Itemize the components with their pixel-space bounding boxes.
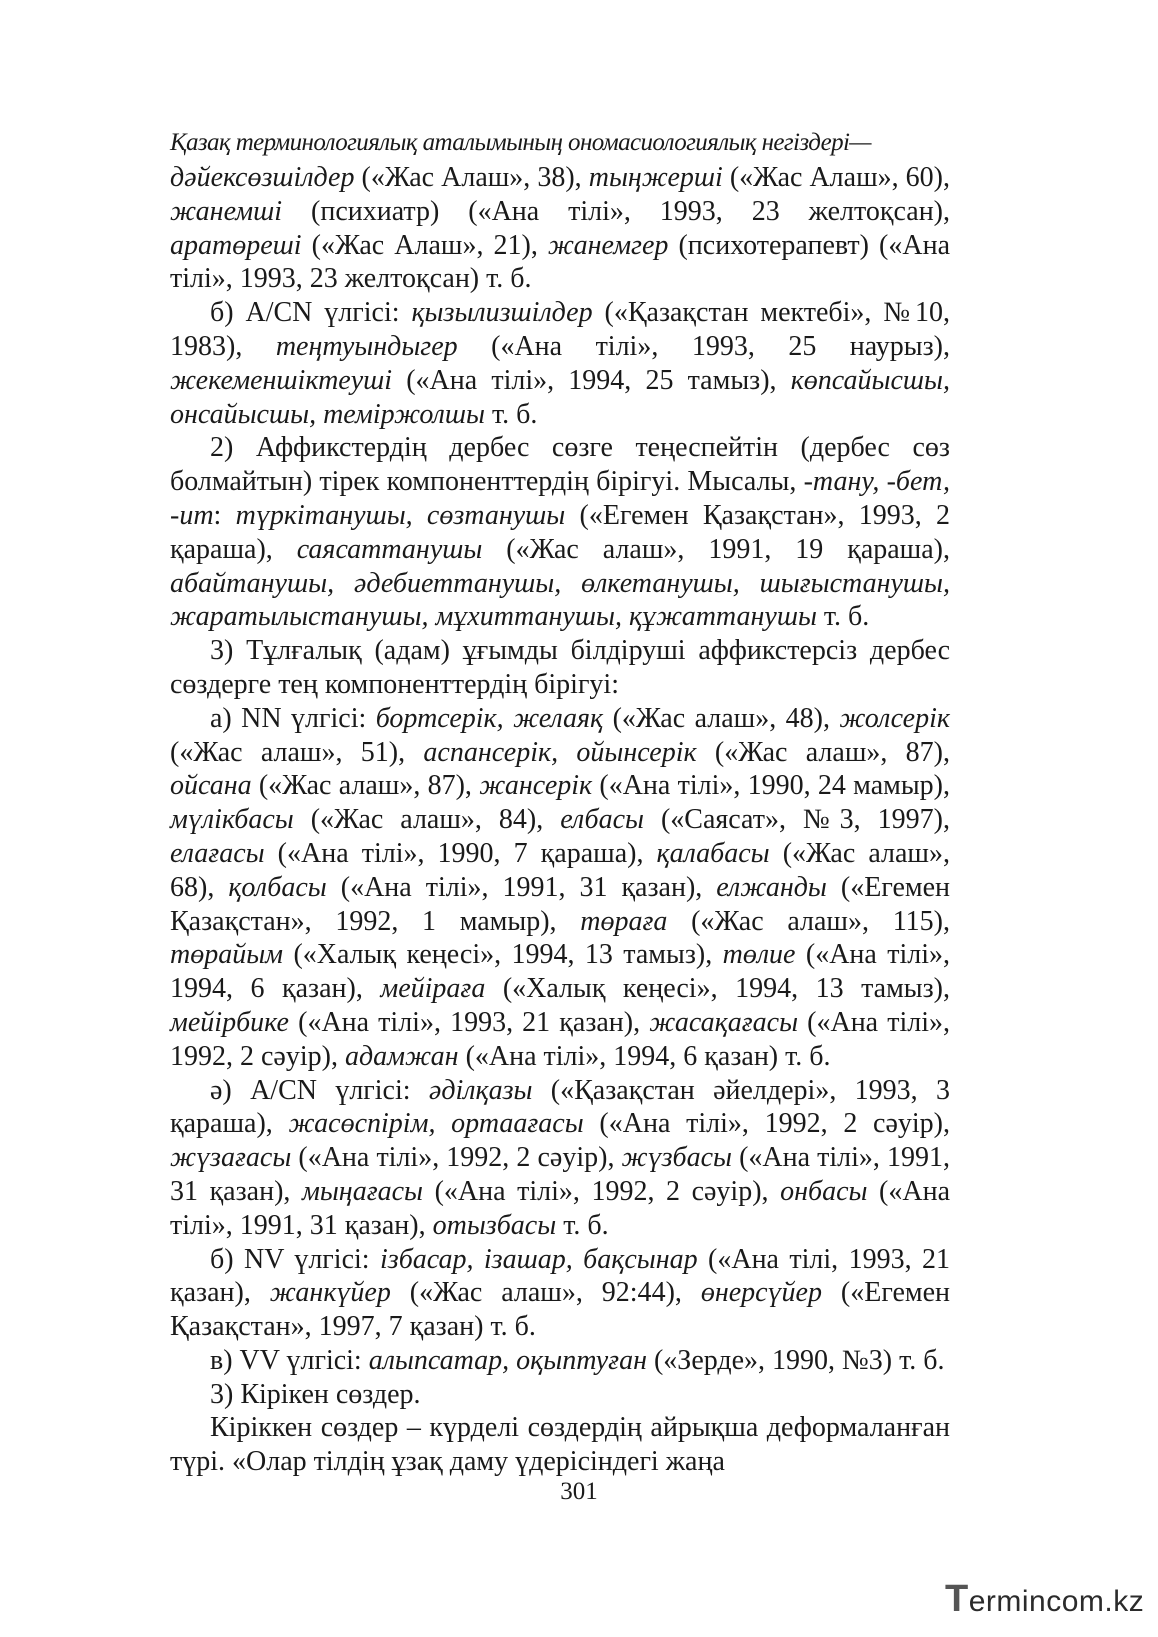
text-run: («Ана тілі», 1990, 24 мамыр),	[592, 770, 950, 802]
italic-term: әділқазы	[428, 1074, 533, 1106]
text-run: («Ана тілі», 1993, 21 қазан),	[289, 1006, 650, 1038]
text-run: («Жас алаш», 68),	[170, 837, 950, 903]
italic-term: ойсана	[170, 770, 252, 802]
paragraph	[170, 1411, 950, 1479]
text-run: («Жас Алаш», 60),	[722, 162, 951, 193]
watermark-prefix: T	[945, 1578, 969, 1620]
text-run: («Ана тілі», 1991, 31 қазан),	[326, 871, 717, 903]
italic-term: қалабасы	[656, 837, 770, 869]
text-run: («Ана тілі», 1994, 25 тамыз),	[392, 364, 791, 396]
italic-term: алыпсатар, оқыптуған	[368, 1344, 647, 1376]
italic-term: елжанды	[716, 871, 827, 903]
italic-term: тыңжерші	[588, 162, 723, 193]
text-run: («Егемен Қазақстан», 1992, 1 мамыр),	[170, 871, 950, 937]
body-text	[170, 161, 950, 1479]
text-run: («Ана тілі», 1990, 7 қараша),	[264, 837, 657, 869]
text-run: т. б.	[816, 601, 870, 633]
text-run: («Жас алаш», 48),	[603, 702, 840, 734]
text-run: («Жас алаш», 87),	[251, 770, 480, 802]
italic-term: жанемгер	[547, 229, 669, 261]
paragraph	[170, 296, 950, 431]
paragraph	[170, 431, 950, 634]
text-run: б) NV үлгісі:	[210, 1243, 380, 1275]
italic-term: елбасы	[560, 804, 644, 836]
italic-term: жансерік	[479, 770, 593, 802]
paragraph	[170, 161, 950, 296]
text-run: 2) Аффикстердің дербес сөзге теңеспейтін (дербес сөз болмайтын) тірек компоненттердің бірігуі. Мысалы,	[170, 432, 950, 498]
italic-term: елағасы	[170, 837, 265, 869]
italic-term: жүзбасы	[621, 1142, 732, 1174]
text-run: («Жас алаш», 1991, 19 қараша),	[482, 533, 950, 565]
italic-term: түркітанушы, сөзтанушы	[235, 499, 566, 531]
paragraph	[170, 702, 950, 1074]
italic-term: саясаттанушы	[296, 533, 483, 565]
italic-term: теңтуындыгер	[275, 330, 458, 362]
italic-term: отызбасы	[432, 1209, 557, 1241]
italic-term: жасақағасы	[649, 1006, 799, 1038]
italic-term: жасөспірім, ортаағасы	[288, 1108, 584, 1140]
italic-term: бортсерік, желаяқ	[375, 702, 604, 734]
italic-term: өнерсүйер	[700, 1277, 822, 1309]
text-run: в) VV үлгісі:	[210, 1344, 369, 1376]
text-run: («Ана тілі», 1991, 31 қазан),	[170, 1175, 951, 1241]
italic-term: жолсерік	[839, 702, 950, 734]
text-run: («Жас Алаш», 21),	[301, 229, 548, 261]
text-run: («Халық кеңесі», 1994, 13 тамыз),	[283, 939, 723, 971]
text-run: («Ана тілі», 1991, 31 қазан),	[170, 1142, 951, 1207]
paragraph	[170, 1378, 950, 1412]
italic-term: мүлікбасы	[170, 804, 294, 836]
italic-term: төраға	[580, 905, 668, 937]
text-run: («Жас алаш», 51),	[170, 736, 424, 768]
text-run: («Жас алаш», 115),	[667, 905, 950, 937]
text-run: (психотерапевт) («Ана тілі», 1993, 23 желтоқсан) т. б.	[170, 229, 950, 295]
italic-term: мыңағасы	[301, 1175, 424, 1207]
watermark-text: ermincom.kz	[968, 1585, 1145, 1618]
text-run: т. б.	[556, 1209, 609, 1241]
text-run: («Зерде», 1990, №3) т. б.	[646, 1344, 945, 1376]
text-run: («Ана тілі», 1992, 2 сәуір),	[170, 1006, 950, 1072]
text-run: Кіріккен сөздер – күрделі сөздердің айрықша деформаланған түрі. «Олар тілдің ұзақ даму үдерісіндегі жаңа	[170, 1412, 950, 1478]
page-content	[170, 125, 950, 1479]
italic-term: -тану, -бет, -ит	[170, 466, 950, 531]
text-run: («Қазақстан мектебі», №10, 1983),	[170, 297, 950, 362]
italic-term: аспансерік, ойынсерік	[423, 736, 697, 768]
text-run: («Жас алаш», 84),	[293, 804, 561, 836]
page-number: 301	[560, 1478, 598, 1505]
text-run: т. б.	[484, 398, 538, 430]
text-run: б) A/CN үлгісі:	[210, 297, 412, 329]
text-run: ә) A/CN үлгісі:	[210, 1074, 429, 1106]
italic-term: мейірбике	[170, 1006, 289, 1038]
text-run: («Саясат», №3, 1997),	[643, 804, 950, 836]
watermark-logo	[945, 1578, 1144, 1621]
paragraph	[170, 634, 950, 702]
italic-term: ізбасар, ізашар, бақсынар	[379, 1243, 698, 1275]
text-run: («Ана тілі, 1993, 21 қазан),	[170, 1243, 950, 1309]
text-run: («Жас алаш», 92:44),	[390, 1277, 701, 1309]
text-run: (психиатр) («Ана тілі», 1993, 23 желтоқсан),	[282, 195, 950, 227]
italic-term: дәйексөзшілдер	[170, 162, 355, 193]
text-run: («Ана тілі», 1994, 6 қазан) т. б.	[458, 1040, 831, 1072]
italic-term: абайтанушы, әдебиеттанушы, өлкетанушы, шығыстанушы, жаратылыстанушы, мұхиттанушы, құжаттанушы	[170, 567, 950, 633]
italic-term: қолбасы	[228, 871, 327, 903]
italic-term: мейіраға	[380, 973, 486, 1005]
text-run: («Халық кеңесі», 1994, 13 тамыз),	[485, 973, 950, 1005]
text-run: («Егемен Қазақстан», 1997, 7 қазан) т. б.	[170, 1277, 951, 1343]
italic-term: онбасы	[780, 1175, 868, 1207]
paragraph	[170, 1243, 950, 1344]
paragraph	[170, 1074, 950, 1243]
italic-term: қызылизшілдер	[411, 297, 593, 329]
italic-term: жанемші	[170, 195, 283, 227]
text-run: («Жас Алаш», 38),	[354, 162, 589, 193]
text-run: («Ана тілі», 1992, 2 сәуір),	[423, 1175, 781, 1207]
text-run: («Ана тілі», 1992, 2 сәуір),	[583, 1108, 951, 1140]
text-run: («Егемен Қазақстан», 1993, 2 қараша),	[170, 499, 951, 565]
italic-term: төлие	[722, 939, 796, 971]
text-run: а) NN үлгісі:	[210, 702, 376, 734]
running-header: Қазақ терминологиялық аталымының ономасиологиялық негіздері—	[170, 129, 871, 156]
text-run: («Жас алаш», 87),	[696, 736, 951, 768]
italic-term: төрайым	[170, 939, 284, 971]
italic-term: жекеменшіктеуші	[170, 364, 393, 396]
italic-term: адамжан	[344, 1040, 459, 1072]
text-run: 3) Тұлғалық (адам) ұғымды білдіруші аффикстерсіз дербес сөздерге тең компоненттердің бірігуі:	[170, 635, 950, 700]
text-run: («Ана тілі», 1994, 6 қазан),	[170, 939, 950, 1005]
text-run: («Ана тілі», 1993, 25 наурыз),	[457, 330, 950, 362]
text-run: («Ана тілі», 1992, 2 сәуір),	[291, 1142, 622, 1174]
text-run: («Қазақстан әйелдері», 1993, 3 қараша),	[170, 1074, 951, 1140]
italic-term: жүзағасы	[170, 1142, 292, 1174]
italic-term: аратөреші	[170, 229, 302, 261]
italic-term: көпсайысшы, онсайысшы, теміржолшы	[170, 364, 950, 430]
paragraph	[170, 1344, 950, 1378]
text-run: 3) Кірікен сөздер.	[210, 1378, 421, 1410]
text-run: :	[213, 499, 236, 531]
italic-term: жанкүйер	[269, 1277, 391, 1309]
